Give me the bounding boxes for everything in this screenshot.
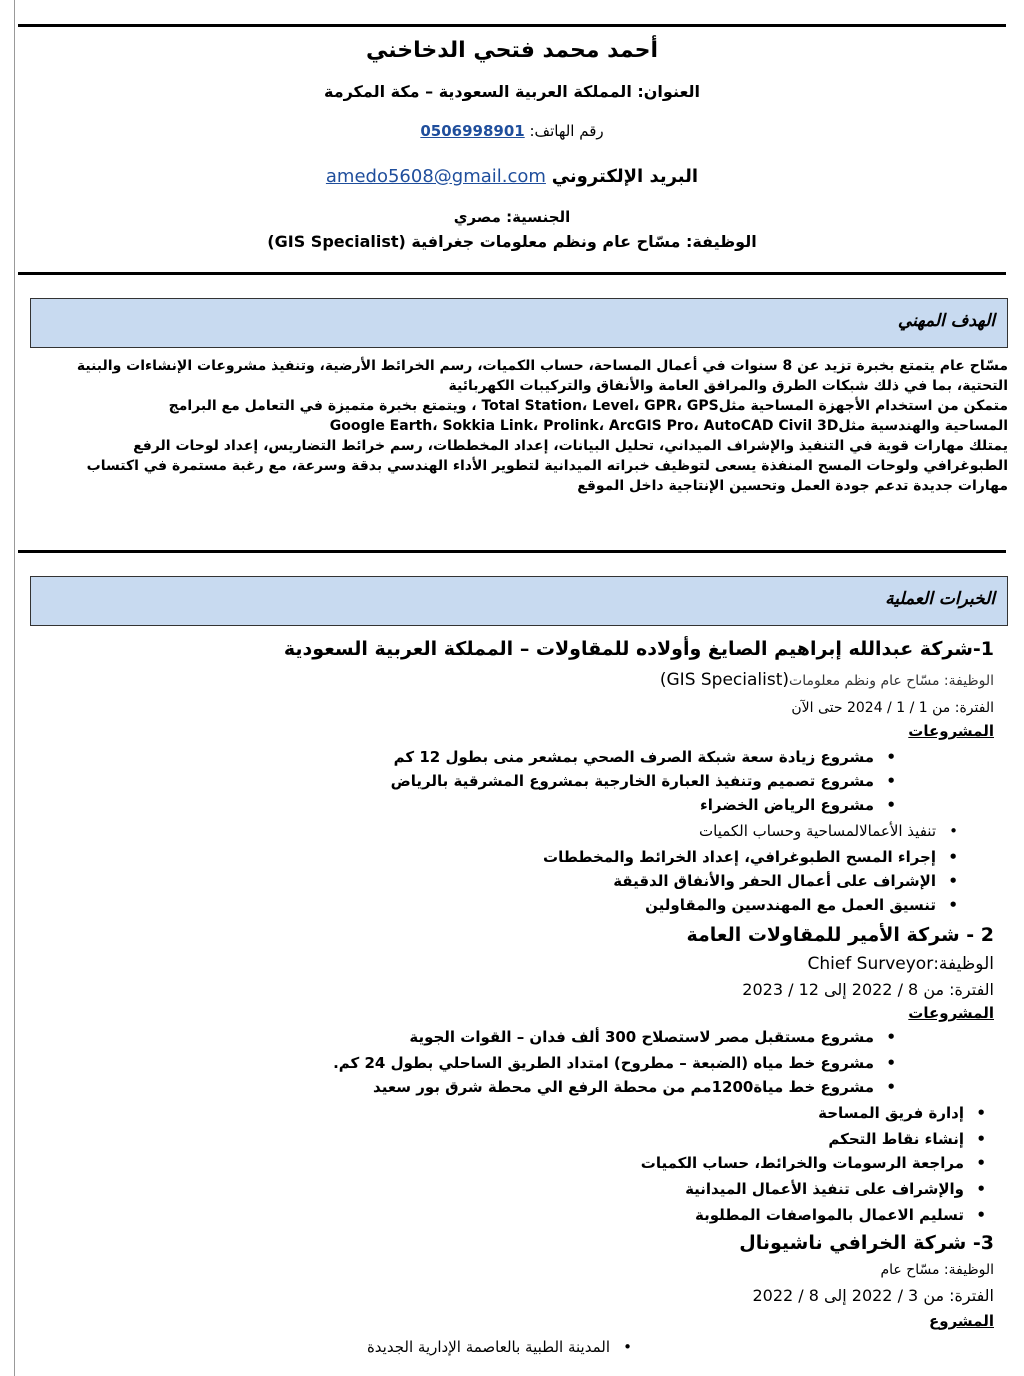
job1-company: 1-شركة عبدالله إبراهيم الصايغ وأولاده للمقاولات – المملكة العربية السعودية	[283, 638, 994, 660]
job1-task: • إجراء المسح الطبوغرافي، إعداد الخرائط والمخططات	[543, 848, 936, 866]
job1-task: • الإشراف على أعمال الحفر والأنفاق الدقيقة	[613, 872, 936, 890]
job2-task: • إنشاء نقاط التحكم	[828, 1130, 964, 1148]
experience-title: الخبرات العملية	[885, 589, 995, 609]
phone-row	[0, 122, 1024, 140]
job2-role: الوظيفة:Chief Surveyor	[807, 954, 994, 974]
job3-role: الوظيفة: مسّاح عام	[880, 1262, 994, 1278]
email-row	[0, 166, 1024, 187]
job1-project: • مشروع تصميم وتنفيذ العبارة الخارجية بمشروع المشرقية بالرياض	[391, 772, 874, 790]
job1-period: الفترة: من 1 / 1 / 2024 حتى الآن	[791, 700, 994, 716]
job3-period: الفترة: من 3 / 2022 إلى 8 / 2022	[752, 1286, 994, 1305]
experience-section-header	[30, 576, 1008, 626]
job3-company: 3- شركة الخرافي ناشيونال	[739, 1232, 994, 1254]
job2-projects-label: المشروعات	[908, 1004, 994, 1022]
objective-line: مهارات جديدة تدعم جودة العمل وتحسين الإنتاجية داخل الموقع	[577, 478, 1008, 494]
objective-bottom-rule	[18, 550, 1006, 553]
job2-task: • والإشراف على تنفيذ الأعمال الميدانية	[685, 1180, 964, 1198]
objective-line: متمكن من استخدام الأجهزة المساحية مثلTotal Station، Level، GPR، GPS ، ويتمتع بخبرة متميزة في التعامل مع البرامج	[168, 398, 1008, 414]
address: العنوان: المملكة العربية السعودية – مكة المكرمة	[323, 82, 700, 101]
job1-project: • مشروع زيادة سعة شبكة الصرف الصحي بمشعر منى بطول 12 كم	[394, 748, 874, 766]
phone-link[interactable]: 0506998901	[420, 122, 525, 140]
objective-section-header	[30, 298, 1008, 348]
job2-company: 2 - شركة الأمير للمقاولات العامة	[686, 924, 994, 946]
job2-task: • إدارة فريق المساحة	[818, 1104, 964, 1122]
job2-task: • تسليم الاعمال بالمواصفات المطلوبة	[695, 1206, 964, 1224]
candidate-name: أحمد محمد فتحي الدخاخني	[366, 38, 658, 63]
job1-projects-label: المشروعات	[908, 722, 994, 740]
objective-title: الهدف المهني	[897, 311, 995, 331]
objective-line: الطبوغرافي ولوحات المسح المنفذة يسعى لتوظيف خبراته الميدانية لتطوير الأداء الهندسي بدقة وسرعة، مع رغبة مستمرة في اكتساب	[86, 458, 1008, 474]
job1-role-label: الوظيفة: مسّاح عام ونظم معلومات	[789, 673, 994, 689]
page-left-border	[14, 0, 15, 1376]
nationality: الجنسية: مصري	[453, 208, 571, 226]
objective-line: مسّاح عام يتمتع بخبرة تزيد عن 8 سنوات في أعمال المساحة، حساب الكميات، رسم الخرائط الأرضية، وتنفيذ مشروعات الإنشاءات والبنية	[76, 358, 1008, 374]
job1-task: • تنسيق العمل مع المهندسين والمقاولين	[645, 896, 936, 914]
email-label: البريد الإلكتروني	[551, 166, 699, 187]
objective-line: يمتلك مهارات قوية في التنفيذ والإشراف الميداني، تحليل البيانات، إعداد المخططات، رسم خرائط التضاريس، إعداد لوحات الرفع	[133, 438, 1008, 454]
job3-project: • المدينة الطبية بالعاصمة الإدارية الجديدة	[367, 1338, 610, 1356]
job1-task: • تنفيذ الأعمالالمساحية وحساب الكميات	[699, 822, 936, 840]
job2-project: • مشروع خط مياة1200مم من محطة الرفع الي محطة شرق بور سعيد	[373, 1078, 874, 1096]
job1-role	[660, 670, 994, 690]
job2-project: • مشروع مستقبل مصر لاستصلاح 300 ألف فدان – القوات الجوية	[409, 1028, 874, 1046]
header-bottom-rule	[18, 272, 1006, 275]
objective-line: المساحية والهندسية مثلGoogle Earth، Sokkia Link، Prolink، ArcGIS Pro، AutoCAD Civil 3D	[329, 418, 1008, 434]
job2-project: • مشروع خط مياه (الضبعة – مطروح) امتداد الطريق الساحلي بطول 24 كم.	[333, 1054, 874, 1072]
job1-project: • مشروع الرياض الخضراء	[700, 796, 874, 814]
job2-task: • مراجعة الرسومات والخرائط، حساب الكميات	[641, 1154, 964, 1172]
job-title: الوظيفة: مسّاح عام ونظم معلومات جغرافية (GIS Specialist)	[267, 232, 757, 251]
job2-period: الفترة: من 8 / 2022 إلى 12 / 2023	[742, 980, 994, 999]
job1-role-en: (GIS Specialist)	[659, 670, 790, 690]
objective-paragraph	[22, 356, 1008, 496]
objective-line: التحتية، بما في ذلك شبكات الطرق والمرافق العامة والأنفاق والتركيبات الكهربائية	[448, 378, 1008, 394]
email-link[interactable]: amedo5608@gmail.com	[325, 166, 546, 187]
top-rule	[18, 24, 1006, 27]
job3-project-label: المشروع	[929, 1312, 994, 1330]
phone-label: رقم الهاتف:	[529, 122, 604, 140]
